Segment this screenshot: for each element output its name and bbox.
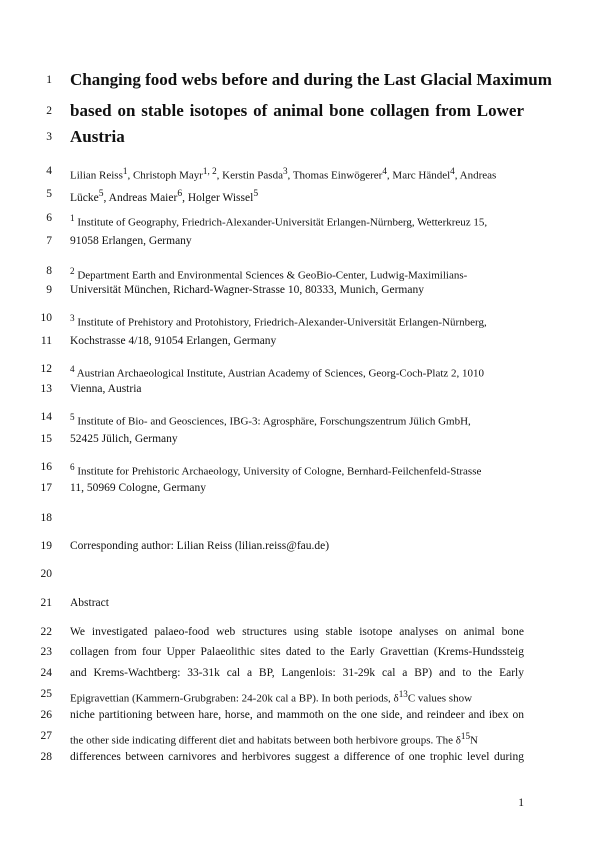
affiliation: 11, 50969 Cologne, Germany bbox=[70, 482, 206, 494]
line-number: 7 bbox=[46, 235, 52, 247]
affiliation: $^2$ Department Earth and Environmental Sciences & GeoBio-Center, Ludwig-Maximilians- bbox=[70, 266, 468, 282]
corresponding-author: Corresponding author: Lilian Reiss (lilian.reiss@fau.de) bbox=[70, 540, 330, 552]
line-number: 23 bbox=[40, 646, 52, 658]
abstract-line: collagen from four Upper Palaeolithic sites dated to the Early Gravettian (Krems-Hundssteig bbox=[70, 646, 524, 658]
abstract-line: and Krems-Wachtberg: 33-31k cal a BP, Langenlois: 31-29k cal a BP) and to the Early bbox=[70, 667, 524, 679]
line-number: 2 bbox=[46, 105, 52, 117]
line-number: 24 bbox=[40, 667, 52, 679]
line-number: 12 bbox=[40, 363, 52, 375]
line-number: 22 bbox=[40, 626, 52, 638]
line-number: 6 bbox=[46, 212, 52, 224]
line-number: 26 bbox=[40, 709, 52, 721]
line-number: 14 bbox=[40, 411, 52, 423]
paper-title-line: Changing food webs before and during the Last Glacial Maximum bbox=[70, 70, 552, 89]
line-number: 11 bbox=[40, 335, 52, 347]
line-number: 27 bbox=[40, 730, 52, 742]
line-number: 25 bbox=[40, 688, 52, 700]
line-number: 21 bbox=[40, 597, 52, 609]
line-number: 16 bbox=[40, 461, 52, 473]
line-number: 20 bbox=[40, 568, 52, 580]
line-number: 5 bbox=[46, 188, 52, 200]
line-number: 15 bbox=[40, 433, 52, 445]
affiliation: $^6$ Institute for Prehistoric Archaeology, University of Cologne, Bernhard-Feilchenfeld-Strasse bbox=[70, 462, 482, 478]
abstract-heading: Abstract bbox=[70, 597, 109, 609]
affiliation: 91058 Erlangen, Germany bbox=[70, 235, 192, 247]
affiliation: Vienna, Austria bbox=[70, 383, 142, 395]
line-number: 1 bbox=[46, 74, 52, 86]
line-number: 10 bbox=[40, 312, 52, 324]
page-number: 1 bbox=[518, 797, 524, 809]
author-line: Lilian Reiss$^1$, Christoph Mayr$^{1, 2}$, Kerstin Pasda$^3$, Thomas Einwögerer$^4$, Marc Händel$^4$, Andreas bbox=[70, 166, 497, 182]
paper-title-line: Austria bbox=[70, 127, 125, 146]
affiliation: Kochstrasse 4/18, 91054 Erlangen, Germany bbox=[70, 335, 277, 347]
abstract-line: the other side indicating different diet and habitats between both herbivore groups. The $\delta^{15}N$ bbox=[70, 731, 478, 747]
affiliation: $^5$ Institute of Bio- and Geosciences, IBG-3: Agrosphäre, Forschungszentrum Jülich GmbH, bbox=[70, 412, 471, 428]
affiliation: $^3$ Institute of Prehistory and Protohistory, Friedrich-Alexander-Universität Erlangen-Nürnberg, bbox=[70, 313, 487, 329]
affiliation: Universität München, Richard-Wagner-Strasse 10, 80333, Munich, Germany bbox=[70, 284, 424, 296]
affiliation: 52425 Jülich, Germany bbox=[70, 433, 178, 445]
line-number: 3 bbox=[46, 131, 52, 143]
line-number: 17 bbox=[40, 482, 52, 494]
abstract-line: Epigravettian (Kammern-Grubgraben: 24-20k cal a BP). In both periods, $\delta^{13}C$ values show bbox=[70, 689, 473, 705]
line-number: 8 bbox=[46, 265, 52, 277]
abstract-line: niche partitioning between hare, horse, and mammoth on the one side, and reindeer and ibex on bbox=[70, 709, 524, 721]
author-line: Lücke$^5$, Andreas Maier$^6$, Holger Wissel$^5$ bbox=[70, 188, 259, 204]
affiliation: $^1$ Institute of Geography, Friedrich-Alexander-Universität Erlangen-Nürnberg, Wetterkreuz 15, bbox=[70, 213, 488, 229]
line-number: 18 bbox=[40, 512, 52, 524]
paper-title-line: based on stable isotopes of animal bone collagen from Lower bbox=[70, 101, 524, 120]
affiliation: $^4$ Austrian Archaeological Institute, Austrian Academy of Sciences, Georg-Coch-Platz 2, 1010 bbox=[70, 364, 485, 380]
abstract-line: We investigated palaeo-food web structures using stable isotope analyses on animal bone bbox=[70, 626, 524, 638]
abstract-line: differences between carnivores and herbivores suggest a difference of one trophic level during bbox=[70, 751, 524, 763]
line-number: 13 bbox=[40, 383, 52, 395]
line-number: 28 bbox=[40, 751, 52, 763]
line-number: 9 bbox=[46, 284, 52, 296]
line-number: 19 bbox=[40, 540, 52, 552]
line-number: 4 bbox=[46, 165, 52, 177]
